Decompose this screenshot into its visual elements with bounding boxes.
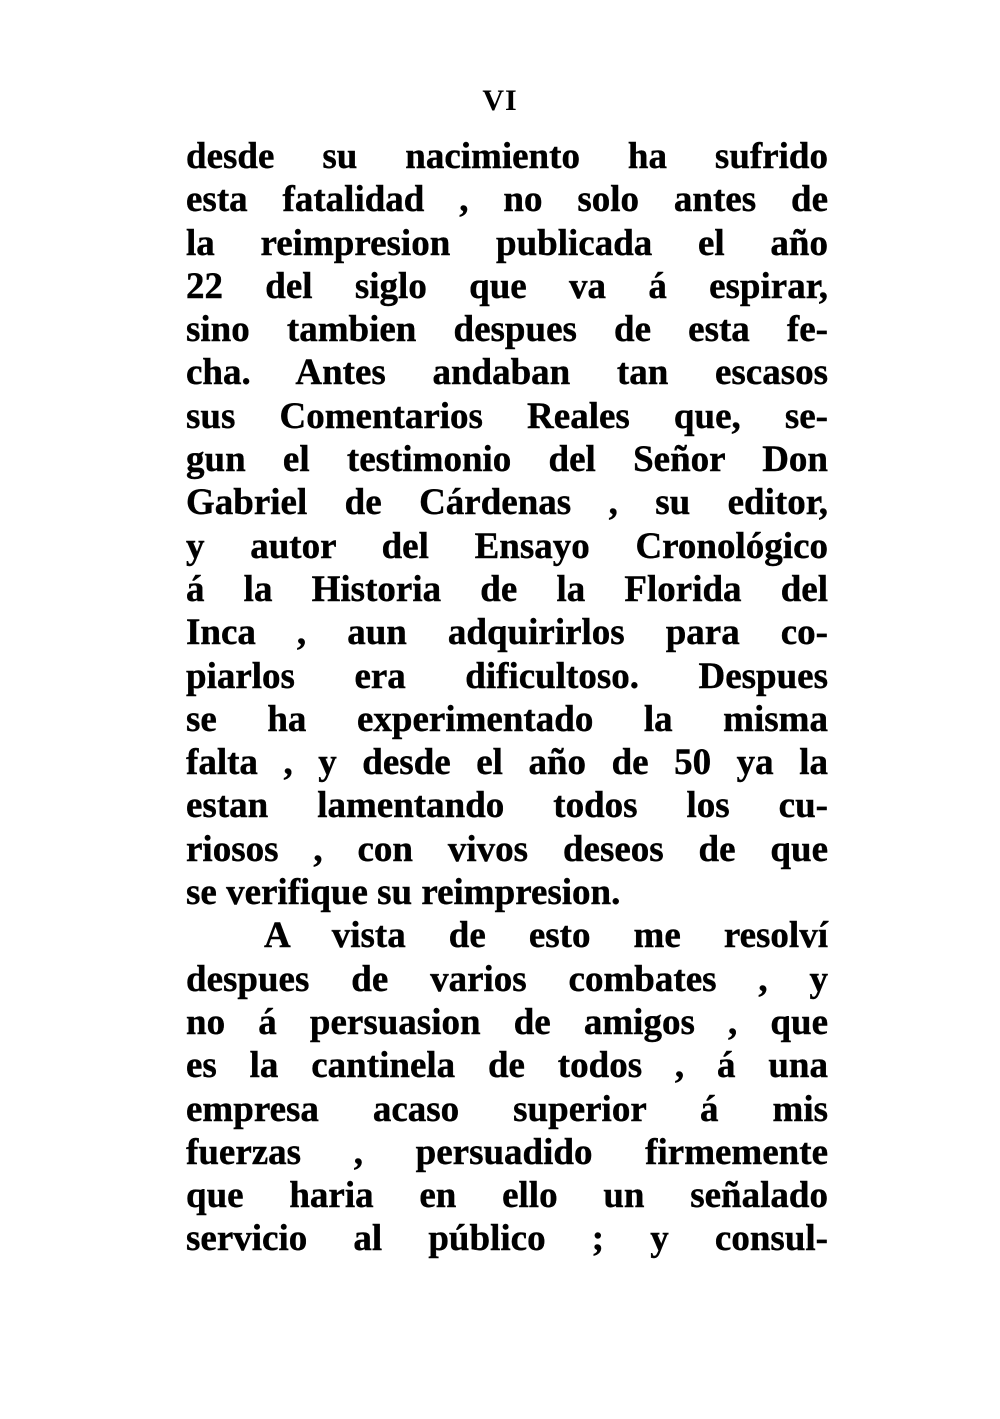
text-line: estan lamentando todos los cu- (186, 785, 828, 827)
text-line: cha. Antes andaban tan escasos (186, 352, 828, 394)
text-line: la reimpresion publicada el año (186, 222, 828, 264)
text-line: no á persuasion de amigos , que (186, 1001, 828, 1043)
paragraph-2 (186, 914, 828, 1260)
text-line: que haria en ello un señalado (186, 1175, 828, 1217)
text-line: riosos , con vivos deseos de que (186, 828, 828, 870)
text-line: desde su nacimiento ha sufrido (186, 136, 828, 177)
text-line: despues de varios combates , y (186, 958, 828, 1000)
body-text (186, 135, 828, 1261)
paragraph-1 (186, 135, 828, 914)
text-line: servicio al público ; y consul- (186, 1218, 828, 1260)
text-line: fuerzas , persuadido firmemente (186, 1131, 828, 1173)
text-line: 22 del siglo que va á espirar, (186, 265, 828, 307)
text-line: sino tambien despues de esta fe- (186, 309, 828, 351)
page-number: VI (482, 84, 518, 117)
text-line: empresa acaso superior á mis (186, 1088, 828, 1130)
text-line: á la Historia de la Florida del (186, 568, 828, 610)
text-line: falta , y desde el año de 50 ya la (186, 742, 828, 784)
text-line: piarlos era dificultoso. Despues (186, 655, 828, 697)
text-line: gun el testimonio del Señor Don (186, 439, 828, 481)
text-line: es la cantinela de todos , á una (186, 1045, 828, 1087)
text-line: Inca , aun adquirirlos para co- (186, 612, 828, 654)
text-line: esta fatalidad , no solo antes de (186, 179, 828, 221)
text-line: sus Comentarios Reales que, se- (186, 395, 828, 437)
text-line: A vista de esto me resolví (264, 915, 828, 957)
text-line: se verifique su reimpresion. (186, 872, 621, 914)
text-line: y autor del Ensayo Cronológico (186, 525, 828, 567)
text-line: Gabriel de Cárdenas , su editor, (186, 482, 828, 524)
text-line: se ha experimentado la misma (186, 698, 828, 740)
